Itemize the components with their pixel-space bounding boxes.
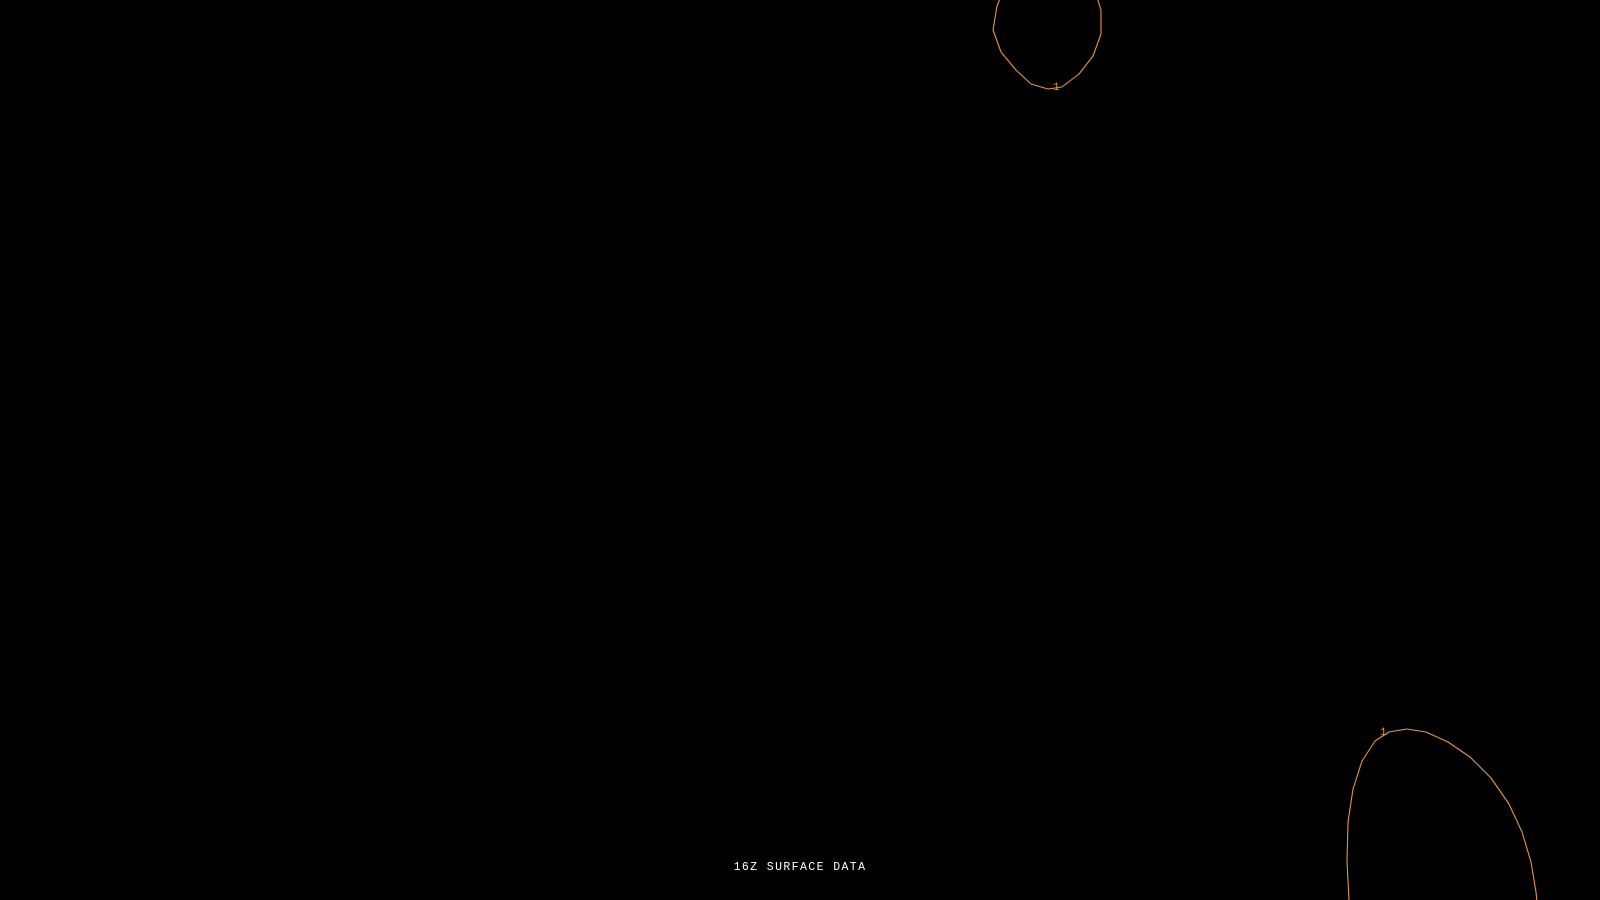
contour-line [993, 0, 1101, 89]
contour-line [1347, 729, 1538, 900]
contour-value-label: 1 [1053, 82, 1060, 94]
contour-value-label: 1 [1380, 727, 1387, 739]
chart-caption: 16Z SURFACE DATA [733, 861, 867, 874]
